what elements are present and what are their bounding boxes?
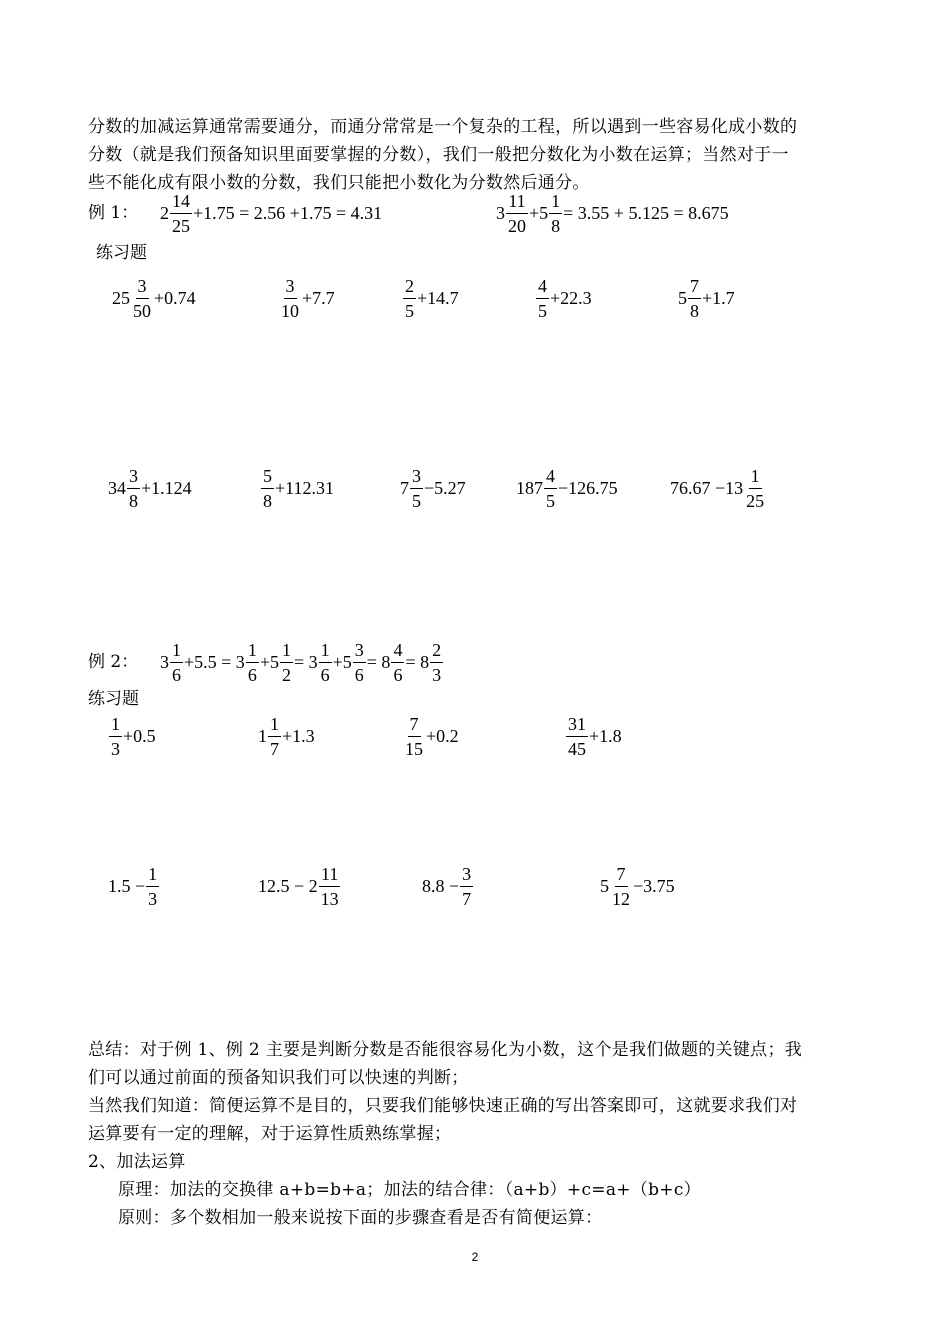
numerator: 1 (170, 641, 183, 663)
fraction (536, 277, 549, 320)
numerator: 7 (688, 277, 701, 299)
denominator: 3 (111, 738, 120, 759)
equation-text: = 3 (293, 651, 318, 672)
exercise-text: 1.5 − (108, 875, 146, 896)
exercise (258, 858, 342, 914)
equation-text: +5 (259, 651, 279, 672)
numerator: 7 (615, 865, 628, 887)
denominator: 12 (612, 888, 630, 909)
fraction (127, 467, 140, 510)
fraction (430, 641, 443, 684)
numerator: 3 (284, 277, 297, 299)
numerator: 2 (403, 277, 416, 299)
exercise (670, 460, 767, 516)
example1-equation-1: 2 $\frac{14}{25}$ +1.75 = 2.56 +1.75 = 4.31 (160, 190, 383, 236)
exercise-text: −126.75 (558, 477, 618, 498)
denominator: 50 (133, 300, 151, 321)
fraction: $\frac{14}{25}$ (172, 190, 190, 236)
exercise-text: +0.74 (154, 287, 196, 308)
numerator: 4 (544, 467, 557, 489)
section-heading: 2、加法运算 (88, 1152, 186, 1172)
numerator: 3 (410, 467, 423, 489)
exercise-text: 187 (516, 477, 543, 498)
fraction (146, 865, 159, 908)
equation-text: +5.5 = 3 (184, 651, 245, 672)
exercise (108, 858, 160, 914)
equation-text: = 8 (366, 651, 391, 672)
summary-paragraph (88, 1036, 868, 1232)
example1-label: 例 1： (88, 203, 139, 223)
fraction (460, 865, 473, 908)
exercise-text: 5 (600, 875, 609, 896)
exercise (260, 460, 334, 516)
numerator: 4 (391, 641, 404, 663)
exercise-text: 5 (678, 287, 687, 308)
exercise-text: +14.7 (417, 287, 459, 308)
numerator: 4 (536, 277, 549, 299)
fraction (131, 277, 153, 320)
numerator: 2 (430, 641, 443, 663)
fraction (566, 715, 588, 758)
denominator: 8 (129, 490, 138, 511)
denominator: 45 (568, 738, 586, 759)
fraction (410, 467, 423, 510)
fraction (403, 715, 425, 758)
exercise-text: 8.8 − (422, 875, 460, 896)
denominator: 7 (270, 738, 279, 759)
denominator: 13 (320, 888, 339, 909)
denominator: 5 (546, 490, 555, 511)
fraction (319, 641, 332, 684)
denominator: 8 (690, 300, 699, 321)
intro-line-1: 分数的加减运算通常需要通分，而通分常常是一个复杂的工程，所以遇到一些容易化成小数的 (88, 117, 798, 137)
exercise (108, 460, 192, 516)
exercise-text: 34 (108, 477, 126, 498)
denominator: 6 (354, 664, 364, 685)
intro-line-2: 分数（就是我们预备知识里面要掌握的分数），我们一般把分数化为小数在运算；当然对于一 (88, 145, 789, 165)
exercise-text: +22.3 (550, 287, 592, 308)
exercise (678, 270, 735, 326)
fraction (610, 865, 632, 908)
exercise-text: 25 (112, 287, 130, 308)
equation-text: +5 (332, 651, 352, 672)
summary-line-2: 们可以通过前面的预备知识我们可以快速的判断； (88, 1068, 469, 1088)
numerator: 7 (408, 715, 421, 737)
numerator: 3 (460, 865, 473, 887)
exercise (516, 460, 618, 516)
numerator: 1 (749, 467, 762, 489)
exercise-text: 7 (400, 477, 409, 498)
numerator: 1 (319, 641, 332, 663)
equation-text: 3 (160, 651, 169, 672)
summary-line-3: 当然我们知道：简便运算不是目的，只要我们能够快速正确的写出答案即可，这就要求我们对 (88, 1096, 798, 1116)
numerator: 5 (261, 467, 274, 489)
exercise-text: +7.7 (302, 287, 335, 308)
exercise-text: +0.5 (123, 725, 156, 746)
numerator: 3 (136, 277, 149, 299)
denominator: 15 (405, 738, 423, 759)
fraction (391, 641, 404, 684)
denominator: 10 (281, 300, 299, 321)
denominator: 3 (148, 888, 158, 909)
fraction (170, 641, 183, 684)
fraction (353, 641, 366, 684)
exercise (565, 708, 622, 764)
exercise-text: +1.124 (141, 477, 192, 498)
exercise-text: −3.75 (633, 875, 675, 896)
fraction (544, 467, 557, 510)
principle-text: 原理：加法的交换律 a+b=b+a；加法的结合律：（a+b）+c=a+（b+c） (118, 1180, 701, 1200)
fraction (688, 277, 701, 320)
numerator: 11 (319, 865, 340, 887)
numerator: 1 (109, 715, 122, 737)
fraction (280, 641, 293, 684)
numerator: 3 (127, 467, 140, 489)
exercise (112, 270, 196, 326)
denominator: 7 (462, 888, 472, 909)
exercise (108, 708, 156, 764)
fraction (279, 277, 301, 320)
exercise-text: +112.31 (275, 477, 334, 498)
denominator: 3 (432, 664, 442, 685)
summary-line-1: 总结：对于例 1、例 2 主要是判断分数是否能很容易化为小数，这个是我们做题的关键点；我 (88, 1040, 803, 1060)
fraction (319, 865, 341, 908)
fraction (744, 467, 766, 510)
exercise-text: +1.8 (589, 725, 622, 746)
fraction (268, 715, 281, 758)
example1-equation-2: 3 $\frac{11}{20}$ +5 $\frac{1}{8}$ = 3.55 + 5.125 = 8.675 (496, 190, 729, 236)
fraction (403, 277, 416, 320)
numerator: 1 (246, 641, 259, 663)
fraction: $\frac{11}{20}$ (508, 190, 526, 236)
denominator: 6 (172, 664, 181, 685)
equation-text: = 8 (405, 651, 430, 672)
exercise (402, 708, 459, 764)
intro-line-3: 些不能化成有限小数的分数，我们只能把小数化为分数然后通分。 (88, 173, 590, 193)
exercise-text: +1.7 (702, 287, 735, 308)
rule-text: 原则：多个数相加一般来说按下面的步骤查看是否有简便运算： (118, 1208, 603, 1228)
denominator: 25 (746, 490, 765, 511)
numerator: 1 (280, 641, 293, 663)
denominator: 8 (263, 490, 272, 511)
practice2-label: 练习题 (88, 689, 139, 709)
exercise (278, 270, 335, 326)
exercise-text: 76.67 −13 (670, 477, 744, 498)
exercise-text: −5.27 (424, 477, 466, 498)
exercise (400, 460, 466, 516)
exercise-text: +1.3 (282, 725, 315, 746)
exercise (600, 858, 675, 914)
denominator: 6 (247, 664, 257, 685)
fraction (246, 641, 259, 684)
fraction (109, 715, 122, 758)
practice1-label: 练习题 (96, 243, 147, 263)
page-number: 2 (471, 1250, 479, 1264)
denominator: 5 (405, 300, 414, 321)
exercise (258, 708, 315, 764)
example2-label: 例 2： (88, 652, 139, 672)
fraction (261, 467, 274, 510)
denominator: 6 (320, 664, 330, 685)
numerator: 1 (268, 715, 281, 737)
denominator: 6 (393, 664, 403, 685)
exercise (422, 858, 474, 914)
denominator: 2 (281, 664, 291, 685)
exercise (402, 270, 459, 326)
numerator: 1 (146, 865, 159, 887)
exercise-text: +0.2 (426, 725, 459, 746)
fraction: $\frac{1}{8}$ (551, 190, 561, 236)
numerator: 31 (566, 715, 588, 737)
summary-line-4: 运算要有一定的理解，对于运算性质熟练掌握； (88, 1124, 452, 1144)
exercise-text: 12.5 − 2 (258, 875, 318, 896)
denominator: 5 (412, 490, 421, 511)
exercise (535, 270, 592, 326)
numerator: 3 (353, 641, 366, 663)
denominator: 5 (538, 300, 547, 321)
exercise-text: 1 (258, 725, 267, 746)
example2-equation (160, 634, 444, 690)
